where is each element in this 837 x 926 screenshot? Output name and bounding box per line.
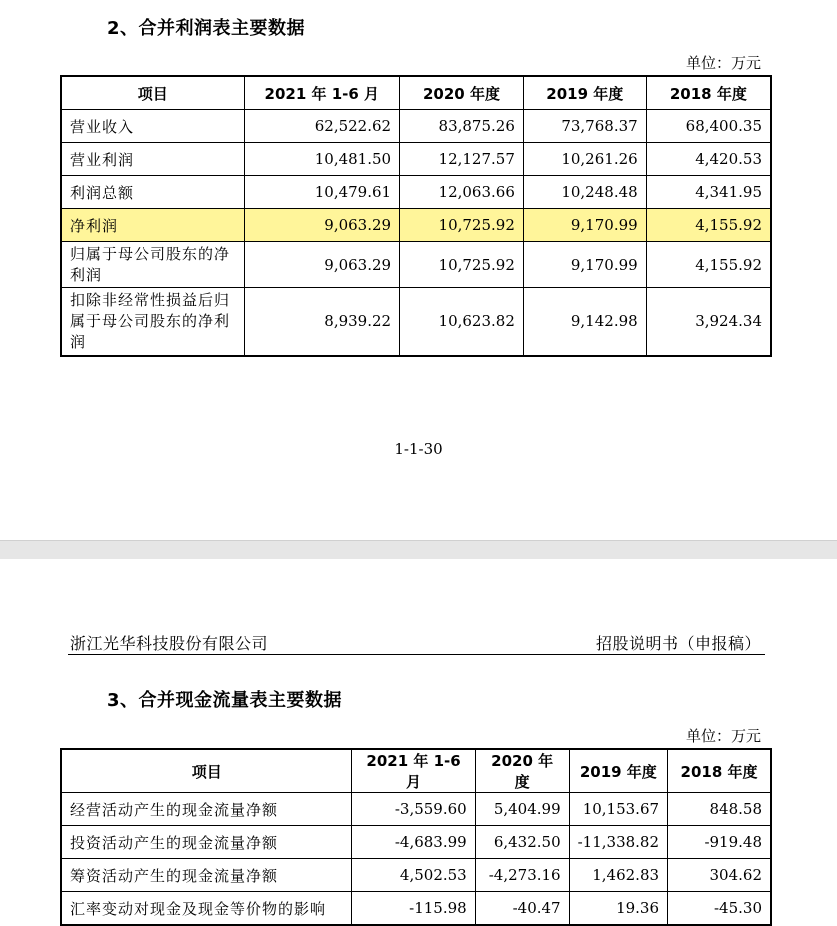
table-header-row <box>61 76 771 110</box>
value-cell: 9,142.98 <box>523 288 646 356</box>
value-cell: 19.36 <box>569 892 667 926</box>
row-label: 汇率变动对现金及现金等价物的影响 <box>61 892 352 926</box>
value-cell: 4,502.53 <box>352 859 475 892</box>
running-header-company: 浙江光华科技股份有限公司 <box>70 634 269 653</box>
row-label: 经营活动产生的现金流量净额 <box>61 793 352 826</box>
value-cell: 1,462.83 <box>569 859 667 892</box>
value-cell: 73,768.37 <box>523 110 646 143</box>
header-cell: 2019 年度 <box>523 76 646 110</box>
value-cell: 10,725.92 <box>400 242 524 288</box>
header-cell: 项目 <box>61 76 244 110</box>
value-cell: 8,939.22 <box>244 288 400 356</box>
value-cell: 10,248.48 <box>523 176 646 209</box>
value-cell: -40.47 <box>475 892 569 926</box>
row-label: 扣除非经常性损益后归属于母公司股东的净利润 <box>61 288 244 356</box>
income-unit-label: 单位：万元 <box>685 54 761 72</box>
header-cell: 2021 年 1-6 月 <box>352 749 475 793</box>
page-number: 1-1-30 <box>394 440 443 458</box>
row-label: 净利润 <box>61 209 244 242</box>
value-cell: 6,432.50 <box>475 826 569 859</box>
highlighted-row <box>61 209 771 242</box>
value-cell: -4,273.16 <box>475 859 569 892</box>
value-cell: 3,924.34 <box>646 288 771 356</box>
value-cell: 4,155.92 <box>646 209 771 242</box>
row-label: 营业利润 <box>61 143 244 176</box>
page-separator <box>0 540 837 560</box>
value-cell: 62,522.62 <box>244 110 400 143</box>
value-cell: -4,683.99 <box>352 826 475 859</box>
income-section-title: 2、合并利润表主要数据 <box>107 18 306 39</box>
value-cell: 4,155.92 <box>646 242 771 288</box>
income-table <box>60 75 772 357</box>
cashflow-table <box>60 748 772 926</box>
value-cell: 10,261.26 <box>523 143 646 176</box>
value-cell: -919.48 <box>668 826 771 859</box>
value-cell: 12,063.66 <box>400 176 524 209</box>
row-label: 投资活动产生的现金流量净额 <box>61 826 352 859</box>
header-rule <box>68 654 765 655</box>
value-cell: 12,127.57 <box>400 143 524 176</box>
table-row <box>61 110 771 143</box>
header-cell: 2018 年度 <box>668 749 771 793</box>
table-row <box>61 242 771 288</box>
value-cell: -3,559.60 <box>352 793 475 826</box>
value-cell: -11,338.82 <box>569 826 667 859</box>
running-header-document: 招股说明书（申报稿） <box>595 634 761 653</box>
value-cell: 4,420.53 <box>646 143 771 176</box>
table-row <box>61 793 771 826</box>
row-label: 营业收入 <box>61 110 244 143</box>
table-row <box>61 176 771 209</box>
header-cell: 2018 年度 <box>646 76 771 110</box>
value-cell: 68,400.35 <box>646 110 771 143</box>
row-label: 利润总额 <box>61 176 244 209</box>
header-cell: 2021 年 1-6 月 <box>244 76 400 110</box>
header-cell: 2020 年度 <box>475 749 569 793</box>
cashflow-unit-label: 单位：万元 <box>685 727 761 745</box>
value-cell: 10,481.50 <box>244 143 400 176</box>
table-header-row <box>61 749 771 793</box>
value-cell: 10,479.61 <box>244 176 400 209</box>
value-cell: 9,063.29 <box>244 242 400 288</box>
table-row <box>61 892 771 926</box>
value-cell: 9,063.29 <box>244 209 400 242</box>
row-label: 归属于母公司股东的净利润 <box>61 242 244 288</box>
value-cell: 10,153.67 <box>569 793 667 826</box>
table-row <box>61 826 771 859</box>
table-row <box>61 288 771 356</box>
header-cell: 2019 年度 <box>569 749 667 793</box>
value-cell: 9,170.99 <box>523 209 646 242</box>
row-label: 筹资活动产生的现金流量净额 <box>61 859 352 892</box>
value-cell: -115.98 <box>352 892 475 926</box>
value-cell: 10,623.82 <box>400 288 524 356</box>
value-cell: 10,725.92 <box>400 209 524 242</box>
header-cell: 2020 年度 <box>400 76 524 110</box>
value-cell: 9,170.99 <box>523 242 646 288</box>
value-cell: 304.62 <box>668 859 771 892</box>
value-cell: 5,404.99 <box>475 793 569 826</box>
table-row <box>61 859 771 892</box>
value-cell: 848.58 <box>668 793 771 826</box>
header-cell: 项目 <box>61 749 352 793</box>
cashflow-section-title: 3、合并现金流量表主要数据 <box>107 690 343 711</box>
value-cell: 4,341.95 <box>646 176 771 209</box>
value-cell: 83,875.26 <box>400 110 524 143</box>
table-row <box>61 143 771 176</box>
value-cell: -45.30 <box>668 892 771 926</box>
